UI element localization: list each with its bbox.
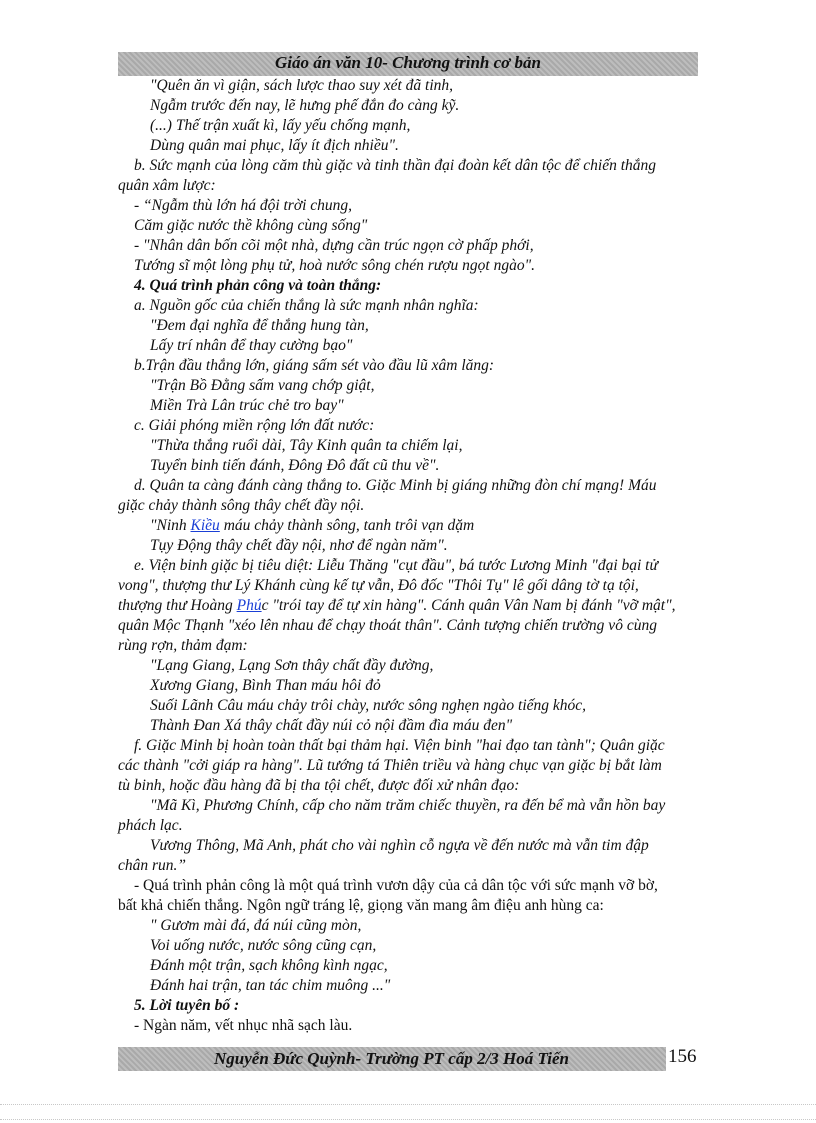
text-line: Miền Trà Lân trúc chẻ tro bay" — [150, 397, 344, 414]
text-line: " Gươm mài đá, đá núi cũng mòn, — [150, 917, 362, 934]
text-segment: "Ninh — [150, 517, 191, 534]
text-line: "Trận Bồ Đằng sấm vang chớp giật, — [150, 377, 375, 394]
text-line: Tụy Động thây chết đầy nội, nhơ để ngàn năm". — [150, 537, 448, 554]
text-line: Tướng sĩ một lòng phụ tử, hoà nước sông chén rượu ngọt ngào". — [134, 257, 535, 274]
phu-link[interactable]: Phú — [236, 597, 262, 614]
section-heading: 4. Quá trình phản công và toàn thắng: — [134, 277, 382, 294]
text-line: Thành Đan Xá thây chất đầy núi cỏ nội đầm đìa máu đen" — [150, 717, 513, 734]
text-line: Lấy trí nhân để thay cường bạo" — [150, 337, 353, 354]
text-line: giặc chảy thành sông thây chết đầy nội. — [118, 497, 365, 514]
text-line: các thành "cởi giáp ra hàng". Lũ tướng tá Thiên triều và hàng chục vạn giặc bị bắt làm — [118, 757, 662, 774]
text-line: f. Giặc Minh bị hoàn toàn thất bại thảm hại. Viện binh "hai đạo tan tành"; Quân giặc — [134, 737, 665, 754]
text-line: bất khả chiến thắng. Ngôn ngữ tráng lệ, giọng văn mang âm điệu anh hùng ca: — [118, 897, 604, 914]
text-line: quân Mộc Thạnh "xéo lên nhau để chạy thoát thân". Cảnh tượng chiến trường vô cùng — [118, 617, 657, 634]
text-line: - Ngàn năm, vết nhục nhã sạch làu. — [134, 1017, 353, 1034]
text-line — [150, 517, 474, 535]
text-line: "Thừa thắng ruổi dài, Tây Kinh quân ta chiếm lại, — [150, 437, 463, 454]
text-line: rùng rợn, thảm đạm: — [118, 637, 248, 654]
text-line: "Mã Kì, Phương Chính, cấp cho năm trăm chiếc thuyền, ra đến bể mà vẫn hồn bay — [150, 797, 666, 814]
text-line: Vương Thông, Mã Anh, phát cho vài nghìn cỗ ngựa về đến nước mà vẫn tim đập — [150, 837, 649, 854]
text-line: vong", thượng thư Lý Khánh cùng kế tự vẫn, Đô đốc "Thôi Tụ" lê gối dâng tờ tạ tội, — [118, 577, 639, 594]
text-line: Căm giặc nước thề không cùng sống" — [134, 217, 368, 234]
page-footer — [118, 1047, 666, 1071]
text-line: Ngẫm trước đến nay, lẽ hưng phế đắn đo càng kỹ. — [150, 97, 460, 114]
text-line: d. Quân ta càng đánh càng thắng to. Giặc Minh bị giáng những đòn chí mạng! Máu — [134, 477, 657, 494]
footer-author: Nguyễn Đức Quỳnh- Trường PT cấp 2/3 Hoá Tiến — [214, 1049, 569, 1068]
text-line: chân run.” — [118, 857, 187, 874]
text-line: Xương Giang, Bình Than máu hôi đỏ — [150, 677, 381, 694]
text-segment: thượng thư Hoàng — [118, 597, 237, 614]
text-line: (...) Thế trận xuất kì, lấy yếu chống mạnh, — [150, 117, 411, 134]
text-line: "Lạng Giang, Lạng Sơn thây chất đầy đường, — [150, 657, 434, 674]
section-heading: 5. Lời tuyên bố : — [134, 997, 240, 1014]
text-line: c. Giải phóng miền rộng lớn đất nước: — [134, 417, 375, 434]
text-line: Voi uống nước, nước sông cũng cạn, — [150, 937, 377, 954]
text-line: Đánh một trận, sạch không kình ngạc, — [150, 957, 388, 974]
text-line: - "Nhân dân bốn cõi một nhà, dựng cần trúc ngọn cờ phấp phới, — [134, 237, 534, 254]
text-line: b.Trận đầu thắng lớn, giáng sấm sét vào đầu lũ xâm lăng: — [134, 357, 495, 374]
kieu-link[interactable]: Kiều — [190, 517, 220, 534]
text-line: a. Nguồn gốc của chiến thắng là sức mạnh nhân nghĩa: — [134, 297, 479, 314]
text-segment: máu chảy thành sông, tanh trôi vạn dặm — [219, 517, 475, 534]
page-number: 156 — [668, 1046, 697, 1067]
text-segment: c "trói tay để tự xin hàng". Cánh quân Vân Nam bị đánh "vỡ mật", — [261, 597, 676, 614]
text-line: e. Viện binh giặc bị tiêu diệt: Liễu Thăng "cụt đầu", bá tước Lương Minh "đại bại tử — [134, 557, 658, 574]
text-line: - “Ngẫm thù lớn há đội trời chung, — [134, 197, 353, 214]
text-line: Tuyển binh tiến đánh, Đông Đô đất cũ thu về". — [150, 457, 440, 474]
text-line: "Đem đại nghĩa để thắng hung tàn, — [150, 317, 369, 334]
text-line: Suối Lãnh Câu máu chảy trôi chày, nước sông nghẹn ngào tiếng khóc, — [150, 697, 587, 714]
text-line — [118, 597, 675, 615]
text-line: tù binh, hoặc đầu hàng đã bị tha tội chết, được đối xử nhân đạo: — [118, 777, 520, 794]
header-title: Giáo án văn 10- Chương trình cơ bản — [274, 53, 541, 72]
text-line: phách lạc. — [118, 817, 183, 834]
text-line: Đánh hai trận, tan tác chim muông ..." — [150, 977, 391, 994]
page-header — [118, 52, 698, 76]
text-line: "Quên ăn vì giận, sách lược thao suy xét đã tinh, — [150, 77, 454, 94]
text-line: - Quá trình phản công là một quá trình vươn dậy của cả dân tộc với sức mạnh vỡ bờ, — [134, 877, 658, 894]
text-line: Dùng quân mai phục, lấy ít địch nhiều". — [150, 137, 399, 154]
text-line: b. Sức mạnh của lòng căm thù giặc và tinh thần đại đoàn kết dân tộc để chiến thắng — [134, 157, 657, 174]
text-line: quân xâm lược: — [118, 177, 216, 194]
page-divider — [0, 1104, 816, 1105]
page-divider — [0, 1119, 816, 1120]
